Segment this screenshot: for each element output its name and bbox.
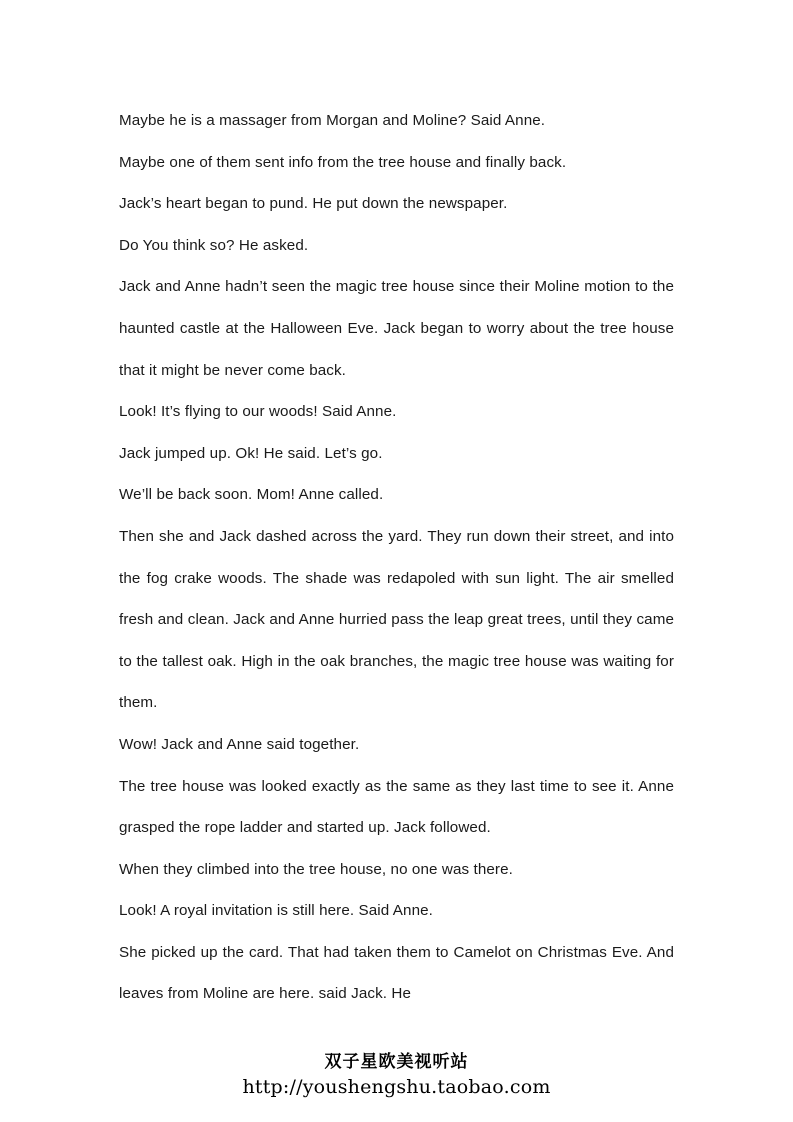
paragraph: The tree house was looked exactly as the same as they last time to see it. Anne grasped the rope ladder and started up. Jack followed.	[119, 777, 674, 837]
paragraph: Look! A royal invitation is still here. Said Anne.	[119, 902, 433, 920]
footer-url: http://youshengshu.taobao.com	[242, 1076, 551, 1098]
paragraph: Wow! Jack and Anne said together.	[119, 735, 360, 753]
page-footer	[0, 1050, 793, 1100]
paragraph: Look! It’s flying to our woods! Said Anne.	[119, 403, 397, 421]
paragraph: Jack jumped up. Ok! He said. Let’s go.	[119, 444, 383, 462]
footer-site-name: 双子星欧美视听站	[324, 1052, 469, 1072]
document-body	[119, 100, 674, 1015]
paragraph: Then she and Jack dashed across the yard. They run down their street, and into the fog crake woods. The shade was redapoled with sun light. The air smelled fresh and clean. Jack and Anne hurried pass the leap great trees, until they came to the tallest oak. High in the oak branches, the magic tree house was waiting for them.	[119, 527, 674, 712]
paragraph: She picked up the card. That had taken them to Camelot on Christmas Eve. And leaves from Moline are here. said Jack. He	[119, 943, 674, 1003]
paragraph: Jack’s heart began to pund. He put down the newspaper.	[119, 195, 508, 213]
paragraph: We’ll be back soon. Mom! Anne called.	[119, 486, 384, 504]
paragraph: Jack and Anne hadn’t seen the magic tree house since their Moline motion to the haunted castle at the Halloween Eve. Jack began to worry about the tree house that it might be never come back.	[119, 278, 674, 379]
paragraph: Do You think so? He asked.	[119, 236, 309, 254]
paragraph: Maybe one of them sent info from the tree house and finally back.	[119, 153, 567, 171]
paragraph: Maybe he is a massager from Morgan and Moline? Said Anne.	[119, 112, 546, 129]
paragraph: When they climbed into the tree house, no one was there.	[119, 860, 513, 878]
